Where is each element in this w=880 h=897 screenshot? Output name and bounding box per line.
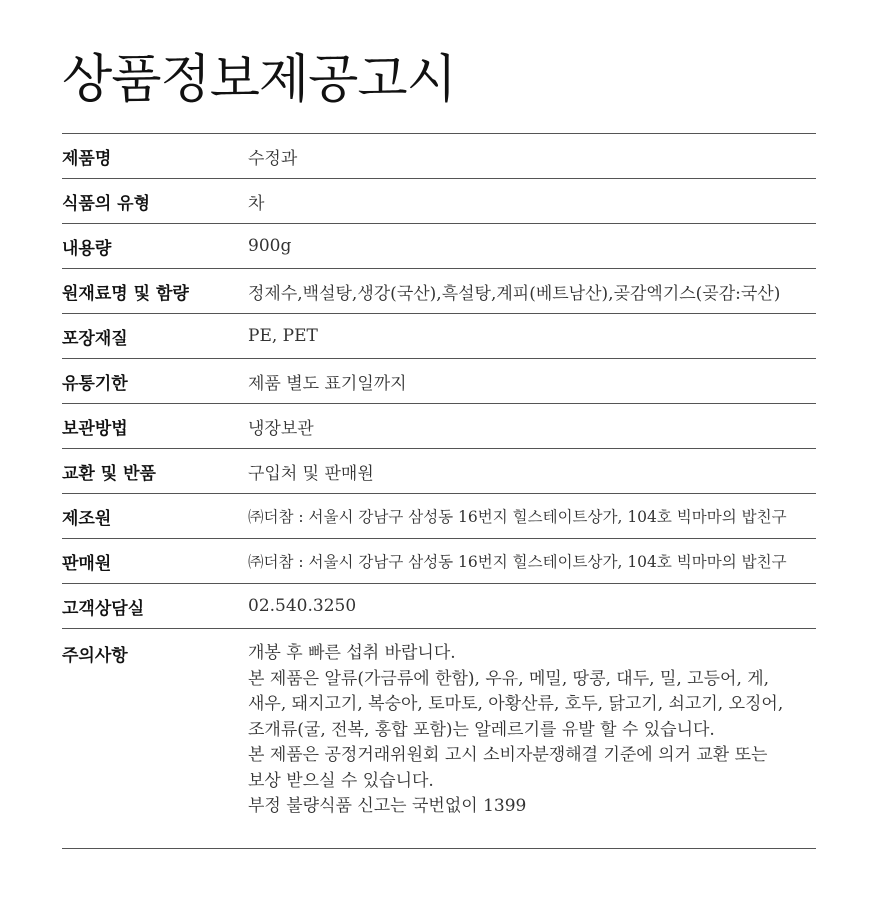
page-title: 상품정보제공고시: [62, 50, 456, 110]
table-row: [62, 449, 816, 494]
precaution-line: 본 제품은 알류(가금류에 한함), 우유, 메밀, 땅콩, 대두, 밀, 고등어, 게,: [248, 668, 770, 689]
row-value-exchange: 구입처 및 판매원: [248, 463, 374, 484]
precaution-line: 새우, 돼지고기, 복숭아, 토마토, 아황산류, 호두, 닭고기, 쇠고기, 오징어,: [248, 694, 784, 714]
row-value-storage: 냉장보관: [248, 418, 314, 439]
row-label-seller: 판매원: [62, 553, 112, 574]
table-row-notes: [62, 629, 816, 849]
row-label-exchange: 교환 및 반품: [62, 463, 156, 484]
row-value-precautions: [248, 629, 816, 820]
row-value-manufacturer: ㈜더참 : 서울시 강남구 삼성동 16번지 힐스테이트상가, 104호 빅마마의 밥친구: [248, 508, 787, 526]
row-label-net-content: 내용량: [62, 238, 112, 259]
product-info-table: [62, 133, 816, 849]
precautions-list: [248, 641, 816, 820]
row-label-customer-service: 고객상담실: [62, 598, 145, 619]
row-value-net-content: 900g: [248, 236, 292, 256]
row-label-storage: 보관방법: [62, 418, 128, 439]
row-label-precautions: 주의사항: [62, 646, 128, 666]
table-row: [62, 224, 816, 269]
table-row: [62, 269, 816, 314]
table-row: [62, 134, 816, 179]
precaution-line: 개봉 후 빠른 섭취 바랍니다.: [248, 643, 456, 663]
row-label-ingredients: 원재료명 및 함량: [62, 283, 189, 304]
table-row: [62, 179, 816, 224]
row-value-expiry: 제품 별도 표기일까지: [248, 373, 407, 394]
table-row: [62, 314, 816, 359]
row-label-packaging: 포장재질: [62, 328, 128, 349]
precaution-line: 보상 받으실 수 있습니다.: [248, 770, 434, 791]
table-row: [62, 494, 816, 539]
precaution-line: 본 제품은 공정거래위원회 고시 소비자분쟁해결 기준에 의거 교환 또는: [248, 745, 768, 765]
table-row: [62, 539, 816, 584]
row-value-product-name: 수정과: [248, 148, 298, 169]
precaution-line: 조개류(굴, 전복, 홍합 포함)는 알레르기를 유발 할 수 있습니다.: [248, 719, 715, 740]
table-row: [62, 404, 816, 449]
row-value-customer-service: 02.540.3250: [248, 596, 357, 616]
precaution-line: 부정 불량식품 신고는 국번없이 1399: [248, 796, 527, 816]
row-label-product-name: 제품명: [62, 148, 112, 169]
table-row: [62, 359, 816, 404]
row-value-packaging: PE, PET: [248, 326, 318, 346]
row-label-manufacturer: 제조원: [62, 508, 112, 529]
row-value-ingredients: 정제수,백설탕,생강(국산),흑설탕,계피(베트남산),곶감엑기스(곶감:국산): [248, 283, 781, 304]
row-label-expiry: 유통기한: [62, 373, 128, 394]
row-value-seller: ㈜더참 : 서울시 강남구 삼성동 16번지 힐스테이트상가, 104호 빅마마의 밥친구: [248, 553, 787, 571]
table-row: [62, 584, 816, 629]
row-label-food-type: 식품의 유형: [62, 193, 151, 214]
row-value-food-type: 차: [248, 193, 265, 214]
